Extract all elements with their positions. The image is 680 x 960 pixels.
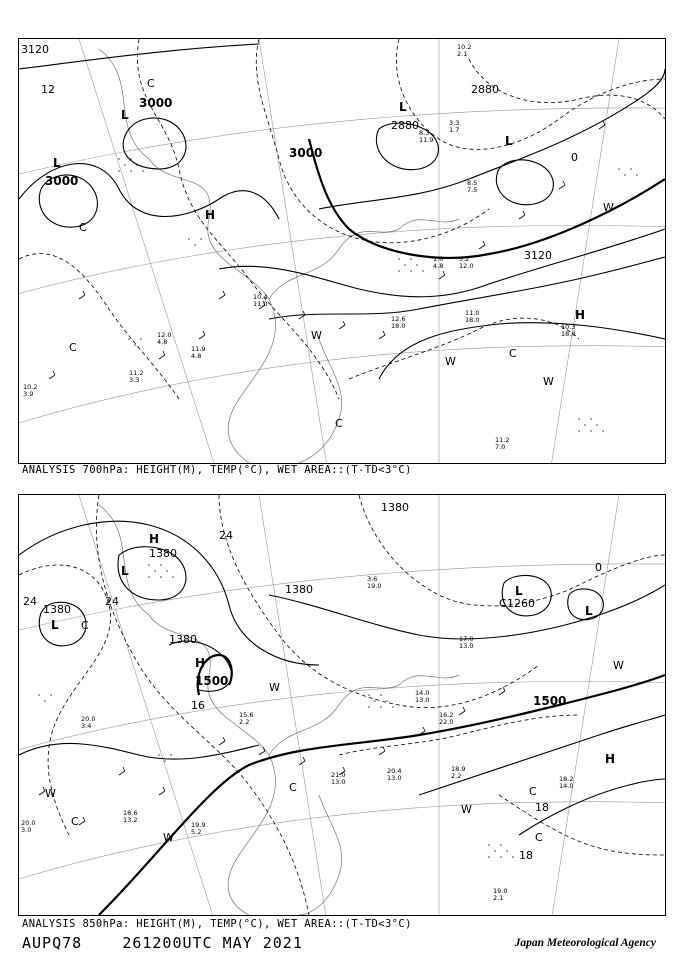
warm-mark: W (45, 787, 56, 800)
caption-850hpa: ANALYSIS 850hPa: HEIGHT(M), TEMP(°C), WET AREA::(T-TD<3°C) (22, 918, 412, 930)
isotherm-label: 0 (595, 561, 602, 574)
isotherm-label: 24 (219, 529, 233, 542)
svg-text:7.5: 7.5 (467, 186, 478, 194)
low-pressure-mark: L (585, 604, 593, 618)
station-plot (129, 369, 143, 384)
svg-text:4.8: 4.8 (433, 262, 444, 270)
contour-label: 12 (41, 83, 55, 96)
cold-mark: C (335, 417, 343, 430)
warm-mark: W (445, 355, 456, 368)
station-plot (21, 819, 35, 834)
station-plot (191, 345, 205, 360)
svg-text:22.0: 22.0 (439, 718, 454, 726)
contour-label: 3120 (524, 249, 552, 262)
station-plot (239, 711, 253, 726)
contour-label: 2880 (471, 83, 499, 96)
svg-text:19.0: 19.0 (493, 887, 508, 895)
station-plot (391, 315, 405, 330)
cold-mark: C (535, 831, 543, 844)
svg-text:13.2: 13.2 (123, 816, 138, 824)
warm-mark: W (461, 803, 472, 816)
station-plot (191, 821, 205, 836)
station-plot (459, 635, 473, 650)
svg-text:4.8: 4.8 (191, 352, 202, 360)
cold-mark: C (71, 815, 79, 828)
svg-text:15.6: 15.6 (239, 711, 254, 719)
svg-text:2.2: 2.2 (451, 772, 462, 780)
low-pressure-mark: L (505, 134, 513, 148)
station-plot (367, 575, 381, 590)
contour-label: 1380 (285, 583, 313, 596)
svg-text:19.0: 19.0 (367, 582, 382, 590)
svg-text:3.9: 3.9 (23, 390, 34, 398)
wet-area-stipple (118, 158, 638, 432)
svg-text:1.7: 1.7 (449, 126, 460, 134)
high-pressure-mark: H (195, 656, 206, 670)
isotherms-dashed (19, 495, 665, 915)
valid-time: 261200UTC MAY 2021 (122, 934, 303, 952)
svg-text:11.9: 11.9 (191, 345, 206, 353)
map-panel-700hpa (18, 38, 666, 464)
svg-text:16.2: 16.2 (439, 711, 454, 719)
svg-text:5.2: 5.2 (459, 255, 470, 263)
cold-mark: C (147, 77, 155, 90)
station-plot (467, 179, 477, 194)
contour-label: 2880 (391, 119, 419, 132)
low-pressure-mark: L (53, 156, 61, 170)
svg-text:13.0: 13.0 (459, 642, 474, 650)
cold-mark: C (499, 597, 507, 610)
svg-text:11.2: 11.2 (129, 369, 144, 377)
svg-text:3.3: 3.3 (129, 376, 140, 384)
contour-label: 1380 (149, 547, 177, 560)
station-plot (253, 293, 267, 308)
station-plot (81, 715, 95, 730)
svg-text:12.0: 12.0 (157, 331, 172, 339)
low-pressure-mark: L (515, 584, 523, 598)
contour-label: 1500 (195, 674, 229, 688)
contour-label: 1260 (507, 597, 535, 610)
contour-label: 1500 (533, 694, 567, 708)
contour-label: 3000 (45, 174, 79, 188)
isotherm-label: 24 (23, 595, 37, 608)
station-plot (157, 331, 171, 346)
svg-text:14.0: 14.0 (415, 689, 430, 697)
svg-text:18.6: 18.6 (123, 809, 138, 817)
isotherms-dashed (19, 39, 665, 399)
station-plot (331, 771, 345, 786)
low-pressure-mark: L (399, 100, 407, 114)
isotherm-label: 0 (571, 151, 578, 164)
high-pressure-mark: H (575, 308, 586, 322)
svg-text:10.4: 10.4 (253, 293, 268, 301)
svg-text:11.0: 11.0 (253, 300, 268, 308)
svg-text:3.0: 3.0 (21, 826, 32, 834)
svg-text:20.4: 20.4 (387, 767, 402, 775)
cold-mark: C (81, 619, 89, 632)
svg-text:8.3: 8.3 (419, 129, 430, 137)
station-plot (439, 711, 453, 726)
wind-barbs (39, 687, 505, 825)
station-plot (23, 383, 37, 398)
station-plot (451, 765, 465, 780)
station-plot (419, 129, 433, 144)
cold-mark: C (79, 221, 87, 234)
svg-text:5.2: 5.2 (191, 828, 202, 836)
warm-mark: W (311, 329, 322, 342)
high-pressure-mark: H (605, 752, 616, 766)
station-plot (449, 119, 459, 134)
labels-700 (21, 43, 614, 451)
station-plot (559, 775, 573, 790)
svg-text:10.2: 10.2 (457, 43, 472, 51)
svg-text:20.0: 20.0 (21, 819, 36, 827)
agency-name: Japan Meteorological Agency (514, 937, 656, 949)
product-code: AUPQ78 (22, 934, 83, 952)
isotherm-label: 18 (519, 849, 533, 862)
svg-text:7.0: 7.0 (495, 443, 506, 451)
svg-text:11.0: 11.0 (465, 309, 480, 317)
svg-text:10.3: 10.3 (561, 323, 576, 331)
svg-text:4.8: 4.8 (157, 338, 168, 346)
coastlines (99, 505, 462, 915)
cold-mark: C (69, 341, 77, 354)
warm-mark: W (543, 375, 554, 388)
svg-text:12.0: 12.0 (459, 262, 474, 270)
svg-text:8.5: 8.5 (467, 179, 478, 187)
svg-text:19.9: 19.9 (191, 821, 206, 829)
contour-1500-bold (99, 675, 665, 915)
svg-text:13.0: 13.0 (331, 778, 346, 786)
svg-text:1.0: 1.0 (433, 255, 444, 263)
contour-label: 3000 (139, 96, 173, 110)
svg-text:13.0: 13.0 (387, 774, 402, 782)
station-plot (465, 309, 479, 324)
station-plot (123, 809, 137, 824)
station-plot (561, 323, 575, 338)
svg-text:12.6: 12.6 (391, 315, 406, 323)
contour-label: 1380 (381, 501, 409, 514)
low-pressure-mark: L (121, 108, 129, 122)
svg-text:21.0: 21.0 (331, 771, 346, 779)
warm-mark: W (269, 681, 280, 694)
low-pressure-mark: L (121, 564, 129, 578)
svg-text:14.0: 14.0 (559, 782, 574, 790)
contour-label: 3120 (21, 43, 49, 56)
station-plot (387, 767, 401, 782)
station-plot (495, 436, 509, 451)
svg-text:17.0: 17.0 (459, 635, 474, 643)
svg-text:18.0: 18.0 (391, 322, 406, 330)
svg-text:18.0: 18.0 (465, 316, 480, 324)
svg-text:13.0: 13.0 (415, 696, 430, 704)
warm-mark: W (603, 201, 614, 214)
contour-label: 1380 (169, 633, 197, 646)
graticule (19, 495, 665, 915)
svg-text:3.3: 3.3 (449, 119, 460, 127)
svg-text:18.9: 18.9 (451, 765, 466, 773)
map-700hpa-svg (19, 39, 665, 463)
svg-text:3.4: 3.4 (81, 722, 92, 730)
station-plot (415, 689, 429, 704)
labels-850 (21, 501, 624, 902)
warm-mark: W (163, 831, 174, 844)
warm-mark: W (613, 659, 624, 672)
svg-text:18.2: 18.2 (559, 775, 574, 783)
graticule (19, 39, 665, 463)
cold-mark: C (289, 781, 297, 794)
isotherm-label: 24 (105, 595, 119, 608)
low-pressure-mark: L (51, 618, 59, 632)
station-plot (433, 255, 443, 270)
svg-text:18.0: 18.0 (561, 330, 576, 338)
map-850hpa-svg (19, 495, 665, 915)
footer-product-line (22, 934, 303, 952)
svg-text:20.0: 20.0 (81, 715, 96, 723)
cold-mark: C (529, 785, 537, 798)
svg-text:11.9: 11.9 (419, 136, 434, 144)
caption-700hpa: ANALYSIS 700hPa: HEIGHT(M), TEMP(°C), WET AREA::(T-TD<3°C) (22, 464, 412, 476)
svg-text:10.2: 10.2 (23, 383, 38, 391)
svg-text:2.1: 2.1 (493, 894, 504, 902)
svg-text:3.6: 3.6 (367, 575, 378, 583)
station-plot (457, 43, 471, 58)
station-plot (493, 887, 507, 902)
high-pressure-mark: H (205, 208, 216, 222)
isotherm-label: 18 (535, 801, 549, 814)
svg-text:2.2: 2.2 (239, 718, 250, 726)
isotherm-label: 16 (191, 699, 205, 712)
contour-label: 1380 (43, 603, 71, 616)
svg-text:2.1: 2.1 (457, 50, 468, 58)
svg-text:11.2: 11.2 (495, 436, 510, 444)
cold-mark: C (509, 347, 517, 360)
map-panel-850hpa (18, 494, 666, 916)
contour-label: 3000 (289, 146, 323, 160)
high-pressure-mark: H (149, 532, 160, 546)
